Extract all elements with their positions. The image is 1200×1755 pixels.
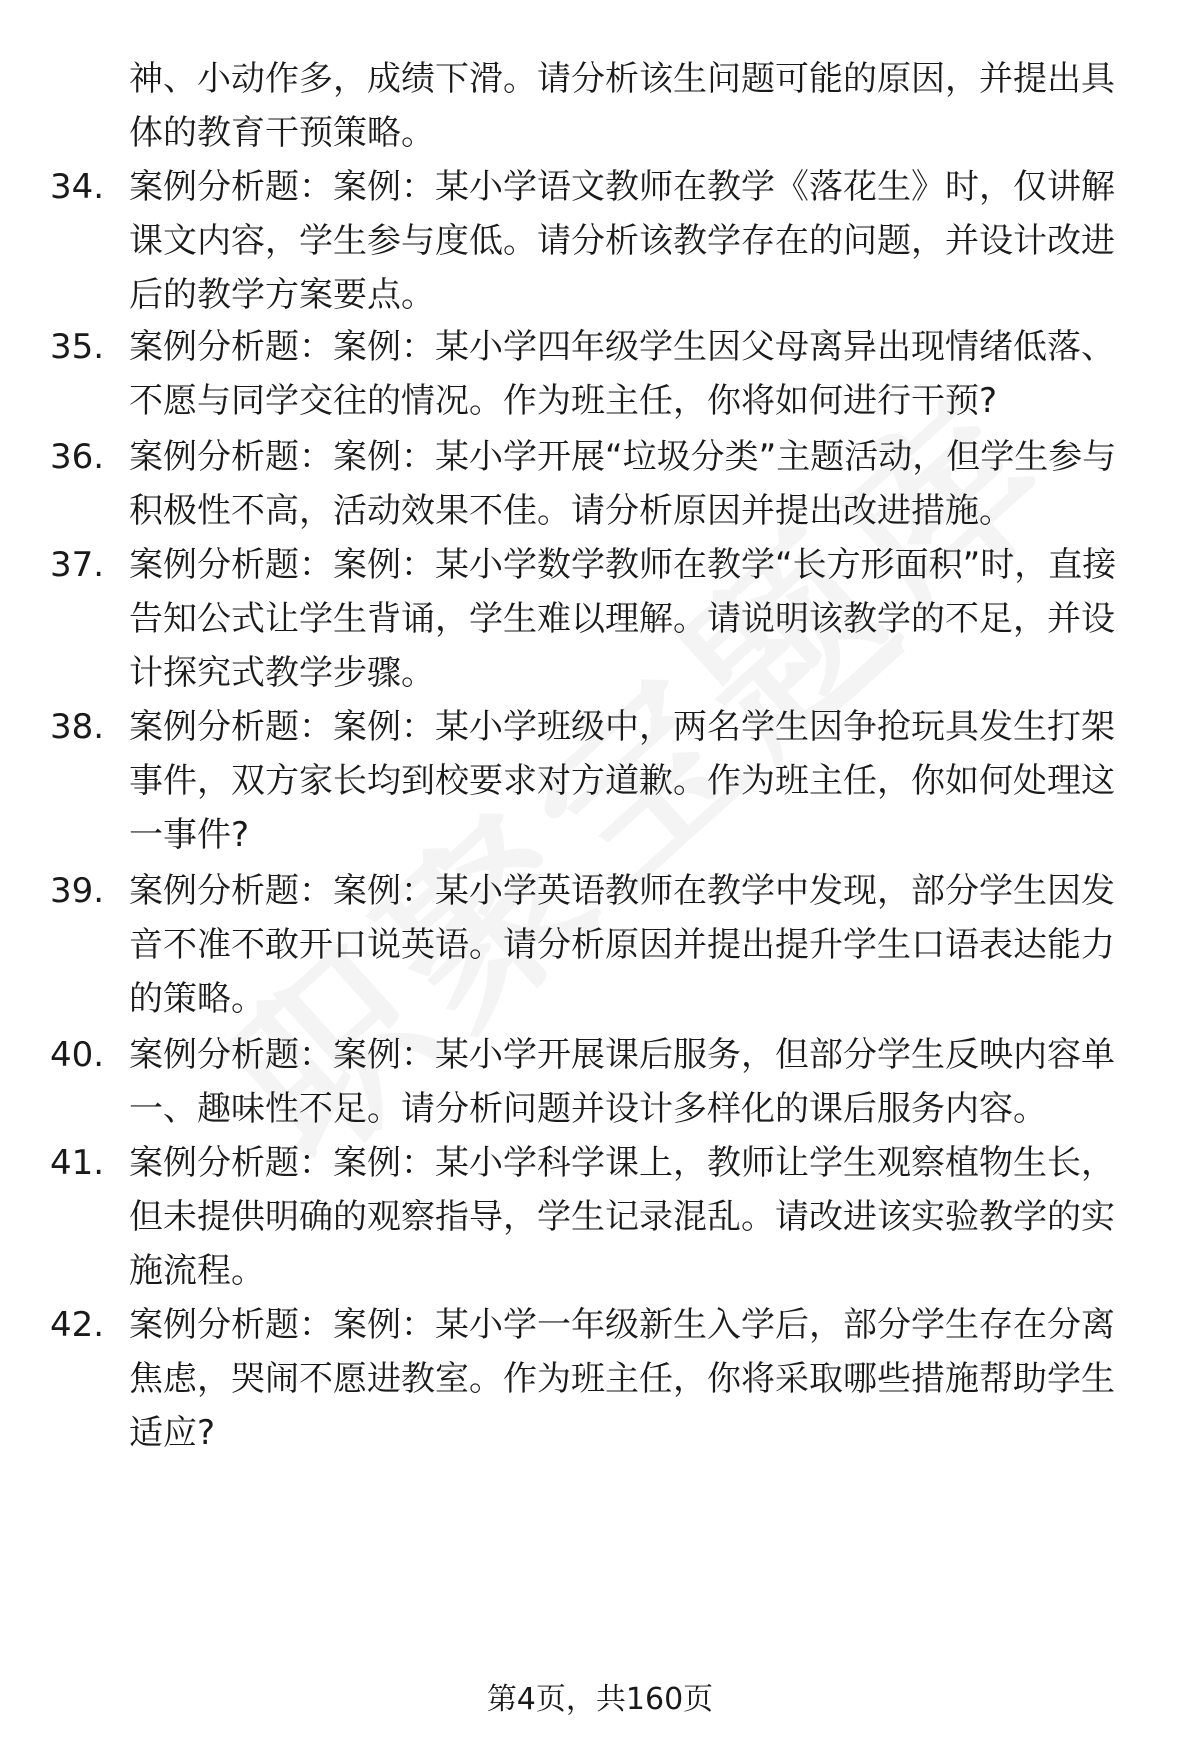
- question-text: 案例分析题：案例：某小学开展“垃圾分类”主题活动，但学生参与积极性不高，活动效果不佳。请分析原因并提出改进措施。: [129, 437, 1117, 531]
- question-33-continuation: 神、小动作多，成绩下滑。请分析该生问题可能的原因，并提出具体的教育干预策略。: [129, 59, 1115, 153]
- question-42: [50, 1298, 1140, 1460]
- question-39: [50, 864, 1140, 1026]
- question-text: 案例分析题：案例：某小学班级中，两名学生因争抢玩具发生打架事件，双方家长均到校要求对方道歉。作为班主任，你如何处理这一事件?: [129, 707, 1115, 855]
- page-footer: 第4页，共160页: [486, 1682, 714, 1717]
- question-number: 41.: [50, 1143, 105, 1183]
- question-number: 35.: [50, 327, 105, 367]
- question-36: [50, 430, 1140, 538]
- question-38: [50, 700, 1140, 862]
- question-number: 39.: [50, 871, 105, 911]
- question-text: 案例分析题：案例：某小学一年级新生入学后，部分学生存在分离焦虑，哭闹不愿进教室。作为班主任，你将采取哪些措施帮助学生适应?: [129, 1305, 1115, 1453]
- question-41: [50, 1136, 1140, 1298]
- question-text: 案例分析题：案例：某小学四年级学生因父母离异出现情绪低落、不愿与同学交往的情况。作为班主任，你将如何进行干预?: [129, 327, 1115, 421]
- question-34: [50, 160, 1140, 322]
- question-text: 案例分析题：案例：某小学数学教师在教学“长方形面积”时，直接告知公式让学生背诵，学生难以理解。请说明该教学的不足，并设计探究式教学步骤。: [129, 545, 1117, 693]
- question-number: 40.: [50, 1035, 105, 1075]
- question-number: 37.: [50, 545, 105, 585]
- question-text: 案例分析题：案例：某小学科学课上，教师让学生观察植物生长，但未提供明确的观察指导，学生记录混乱。请改进该实验教学的实施流程。: [129, 1143, 1115, 1291]
- question-37: [50, 538, 1140, 700]
- question-40: [50, 1028, 1140, 1136]
- question-text: 案例分析题：案例：某小学语文教师在教学《落花生》时，仅讲解课文内容，学生参与度低。请分析该教学存在的问题，并设计改进后的教学方案要点。: [129, 167, 1115, 315]
- question-number: 34.: [50, 167, 105, 207]
- question-number: 38.: [50, 707, 105, 747]
- question-number: 42.: [50, 1305, 105, 1345]
- question-35: [50, 320, 1140, 428]
- question-text: 案例分析题：案例：某小学英语教师在教学中发现，部分学生因发音不准不敢开口说英语。请分析原因并提出提升学生口语表达能力的策略。: [129, 871, 1115, 1019]
- question-number: 36.: [50, 437, 105, 477]
- question-text: 案例分析题：案例：某小学开展课后服务，但部分学生反映内容单一、趣味性不足。请分析问题并设计多样化的课后服务内容。: [129, 1035, 1115, 1129]
